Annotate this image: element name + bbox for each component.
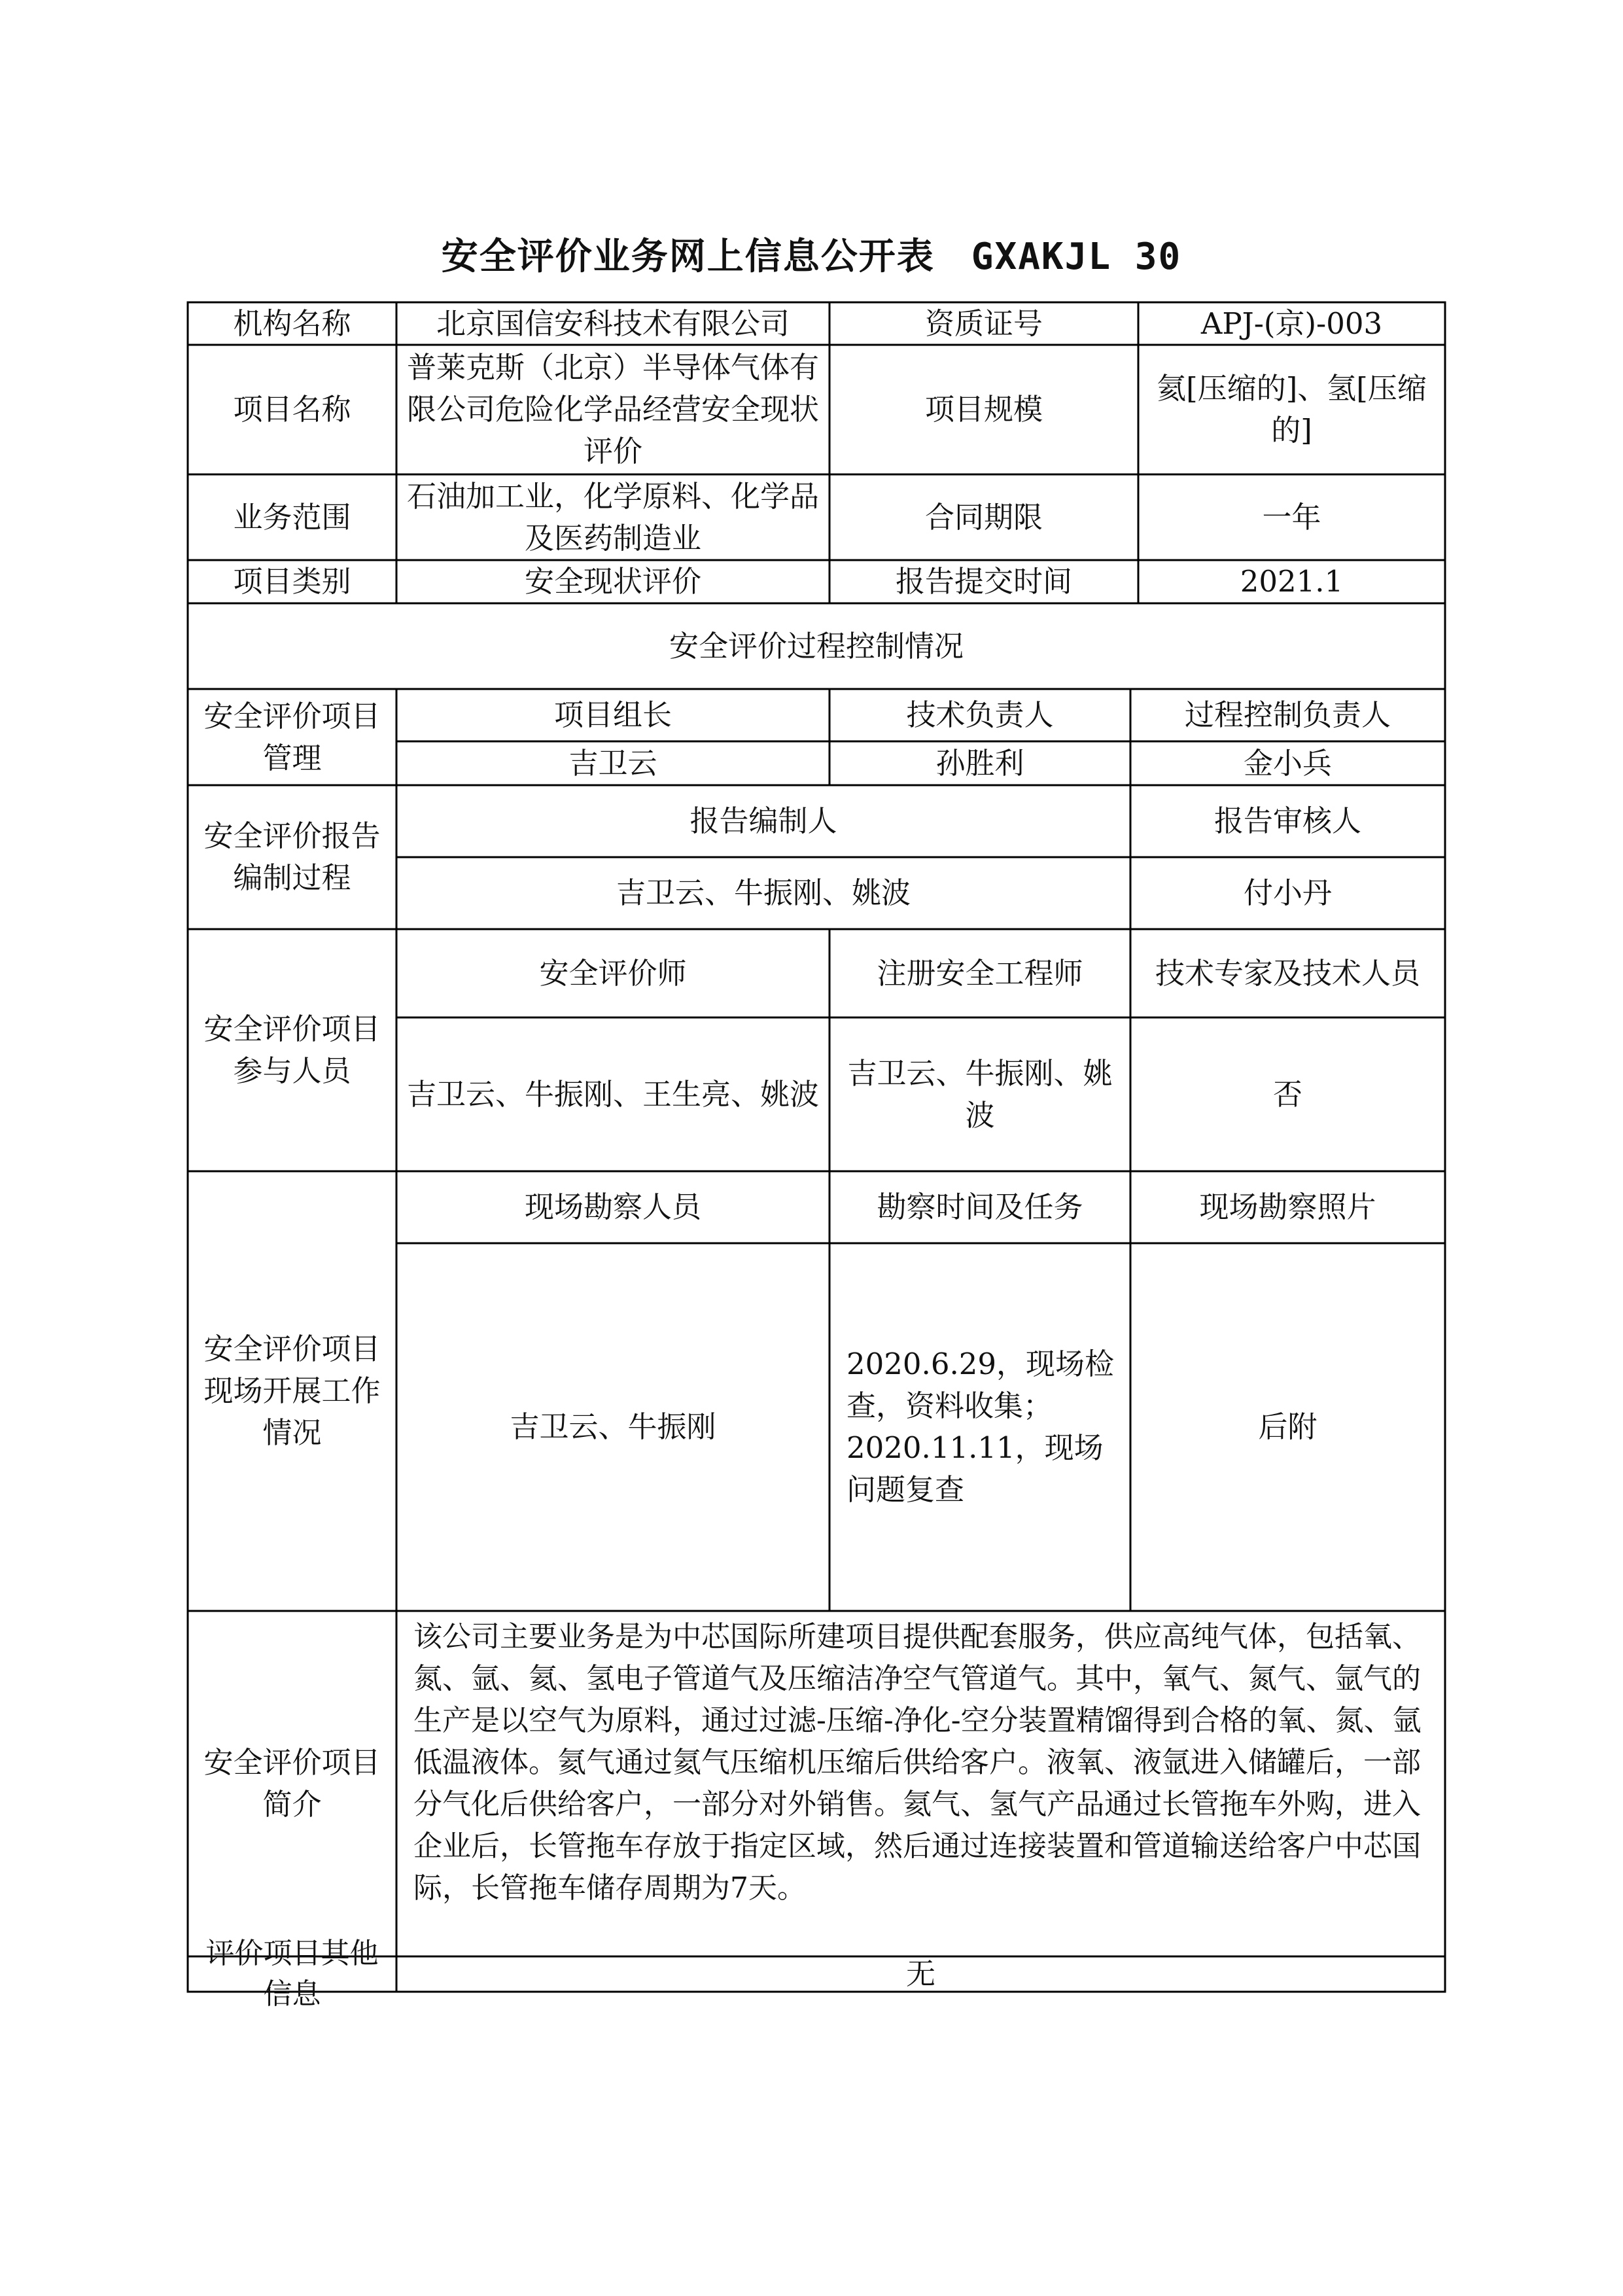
report-header-reviewer: 报告审核人 bbox=[1213, 804, 1361, 838]
qualification-value: APJ-(京)-003 bbox=[1200, 306, 1383, 341]
other-info-value: 无 bbox=[905, 1956, 935, 1991]
summary-label: 安全评价项目简介 bbox=[203, 1745, 381, 1822]
process-control-header: 安全评价过程控制情况 bbox=[669, 628, 964, 663]
site-header-time: 勘察时间及任务 bbox=[877, 1190, 1083, 1224]
org-name-value: 北京国信安科技术有限公司 bbox=[436, 306, 790, 341]
qualification-label: 资质证号 bbox=[924, 306, 1043, 341]
business-scope-label: 业务范围 bbox=[233, 499, 351, 535]
project-name-label: 项目名称 bbox=[233, 392, 351, 427]
participants-header-evaluator: 安全评价师 bbox=[539, 955, 687, 991]
mgmt-header-leader: 项目组长 bbox=[553, 698, 672, 732]
site-value-time: 2020.6.29，现场检查，资料收集；2020.11.11，现场问题复查 bbox=[846, 1347, 1115, 1507]
site-header-photos: 现场勘察照片 bbox=[1199, 1190, 1376, 1224]
contract-period-value: 一年 bbox=[1262, 499, 1321, 535]
site-header-staff: 现场勘察人员 bbox=[524, 1190, 701, 1224]
participants-label: 安全评价项目参与人员 bbox=[203, 1012, 381, 1088]
report-value-reviewer: 付小丹 bbox=[1243, 875, 1332, 910]
project-category-value: 安全现状评价 bbox=[524, 564, 701, 599]
org-name-label: 机构名称 bbox=[233, 306, 351, 341]
report-time-label: 报告提交时间 bbox=[895, 564, 1072, 599]
title-text: 安全评价业务网上信息公开表 bbox=[441, 236, 935, 278]
mgmt-value-tech: 孙胜利 bbox=[935, 745, 1024, 781]
form-code: GXAKJL 30 bbox=[971, 236, 1182, 278]
mgmt-value-leader: 吉卫云 bbox=[568, 745, 657, 781]
report-value-author: 吉卫云、牛振刚、姚波 bbox=[616, 875, 911, 910]
participants-value-evaluator: 吉卫云、牛振刚、王生亮、姚波 bbox=[406, 1076, 819, 1112]
mgmt-value-control: 金小兵 bbox=[1243, 745, 1332, 781]
project-scale-value: 氦[压缩的]、氢[压缩的] bbox=[1157, 371, 1427, 448]
other-info-label: 评价项目其他信息 bbox=[205, 1937, 379, 2011]
site-work-label: 安全评价项目现场开展工作情况 bbox=[203, 1332, 381, 1450]
project-scale-label: 项目规模 bbox=[924, 392, 1043, 427]
site-value-staff: 吉卫云、牛振刚 bbox=[510, 1409, 716, 1444]
summary-text: 该公司主要业务是为中芯国际所建项目提供配套服务，供应高纯气体，包括氧、氮、氩、氦、氢电子管道气及压缩洁净空气管道气。其中，氧气、氮气、氩气的生产是以空气为原料，通过过滤-压缩-净化-空分装置精馏得到合格的氧、氮、氩低温液体。氦气通过氦气压缩机压缩后供给客户。液氧、液氩进入储罐后，一部分气化后供给客户，一部分对外销售。氦气、氢气产品通过长管拖车外购，进入企业后，长管拖车存放于指定区域，然后通过连接装置和管道输送给客户中芯国际，长管拖车储存周期为7天。 bbox=[413, 1620, 1422, 1905]
mgmt-header-tech: 技术负责人 bbox=[906, 698, 1054, 732]
page-title bbox=[0, 228, 1623, 280]
report-process-label: 安全评价报告编制过程 bbox=[203, 819, 381, 895]
participants-header-expert: 技术专家及技术人员 bbox=[1155, 955, 1420, 991]
mgmt-header-control: 过程控制负责人 bbox=[1184, 698, 1391, 732]
business-scope-value: 石油加工业，化学原料、化学品及医药制造业 bbox=[406, 478, 819, 556]
participants-header-engineer: 注册安全工程师 bbox=[877, 955, 1083, 991]
participants-value-engineer: 吉卫云、牛振刚、姚波 bbox=[847, 1055, 1113, 1133]
project-category-label: 项目类别 bbox=[233, 564, 351, 599]
site-value-photos: 后附 bbox=[1258, 1409, 1318, 1444]
contract-period-label: 合同期限 bbox=[924, 499, 1043, 535]
report-header-author: 报告编制人 bbox=[689, 804, 837, 838]
project-mgmt-label: 安全评价项目管理 bbox=[203, 698, 381, 775]
participants-value-expert: 否 bbox=[1272, 1076, 1302, 1112]
report-time-value: 2021.1 bbox=[1240, 564, 1344, 599]
project-name-value: 普莱克斯（北京）半导体气体有限公司危险化学品经营安全现状评价 bbox=[406, 350, 819, 468]
